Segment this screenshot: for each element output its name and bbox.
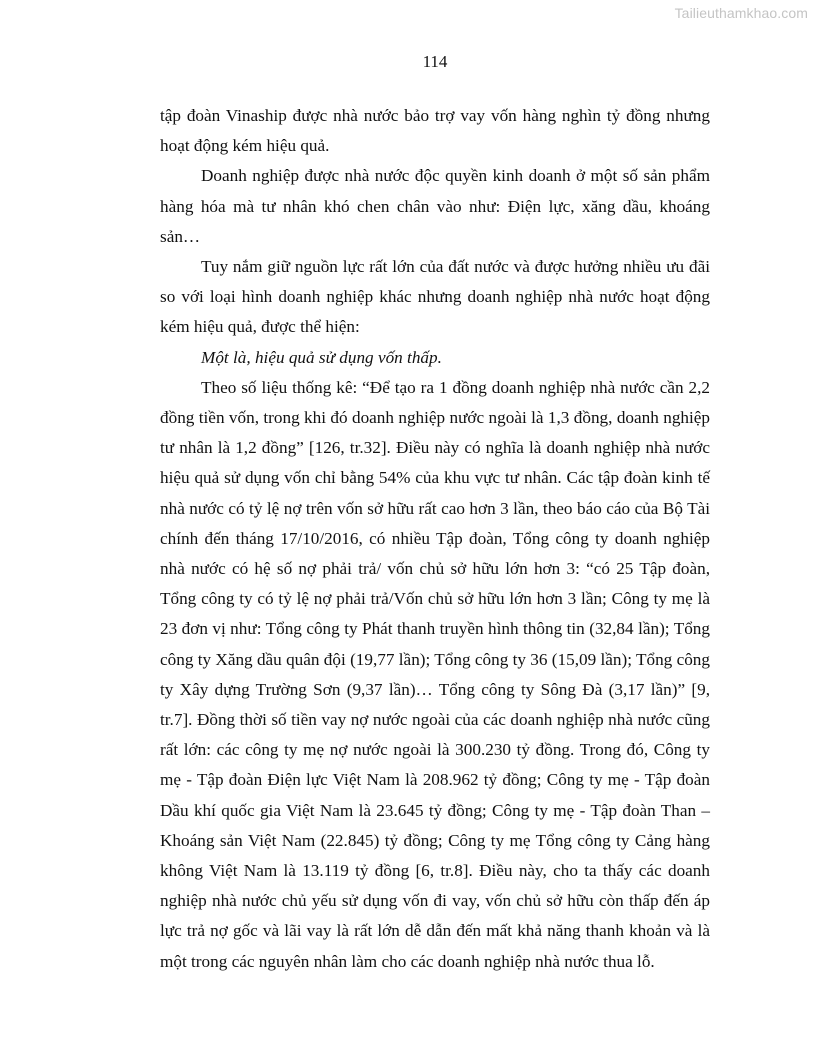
- paragraph-monopoly: Doanh nghiệp được nhà nước độc quyền kinh doanh ở một số sản phẩm hàng hóa mà tư nhân khó chen chân vào như: Điện lực, xăng dầu, khoáng sản…: [160, 166, 710, 246]
- page-number: 114: [422, 52, 448, 71]
- paragraph-statistics: Theo số liệu thống kê: “Để tạo ra 1 đồng doanh nghiệp nhà nước cần 2,2 đồng tiền vốn, trong khi đó doanh nghiệp nước ngoài là 1,3 đồng, doanh nghiệp tư nhân là 1,2 đồng” [126, tr.32]. Điều này có nghĩa là doanh nghiệp nhà nước hiệu quả sử dụng vốn chỉ bằng 54% của khu vực tư nhân. Các tập đoàn kinh tế nhà nước có tỷ lệ nợ trên vốn sở hữu rất cao hơn 3 lần, theo báo cáo của Bộ Tài chính đến tháng 17/10/2016, có nhiều Tập đoàn, Tổng công ty doanh nghiệp nhà nước có hệ số nợ phải trả/ vốn chủ sở hữu lớn hơn 3: “có 25 Tập đoàn, Tổng công ty có tỷ lệ nợ phải trả/Vốn chủ sở hữu lớn hơn 3 lần; Công ty mẹ là 23 đơn vị như: Tổng công ty Phát thanh truyền hình thông tin (32,84 lần); Tổng công ty Xăng dầu quân đội (19,77 lần); Tổng công ty 36 (15,09 lần); Tổng công ty Xây dựng Trường Sơn (9,37 lần)… Tổng công ty Sông Đà (3,17 lần)” [9, tr.7]. Đồng thời số tiền vay nợ nước ngoài của các doanh nghiệp nhà nước cũng rất lớn: các công ty mẹ nợ nước ngoài là 300.230 tỷ đồng. Trong đó, Công ty mẹ - Tập đoàn Điện lực Việt Nam là 208.962 tỷ đồng; Công ty mẹ - Tập đoàn Dầu khí quốc gia Việt Nam là 23.645 tỷ đồng; Công ty mẹ - Tập đoàn Than – Khoáng sản Việt Nam (22.845) tỷ đồng; Công ty mẹ Tổng công ty Cảng hàng không Việt Nam là 13.119 tỷ đồng [6, tr.8]. Điều này, cho ta thấy các doanh nghiệp nhà nước chủ yếu sử dụng vốn đi vay, vốn chủ sở hữu còn thấp đến áp lực trả nợ gốc và lãi vay là rất lớn dễ dẫn đến mất khả năng thanh khoản và là một trong các nguyên nhân làm cho các doanh nghiệp nhà nước thua lỗ.: [160, 377, 710, 971]
- paragraph-vinaship-continuation: tập đoàn Vinaship được nhà nước bảo trợ vay vốn hàng nghìn tỷ đồng nhưng hoạt động kém hiệu quả.: [160, 106, 710, 156]
- document-body: [160, 101, 710, 977]
- paragraph-inefficiency-intro: Tuy nắm giữ nguồn lực rất lớn của đất nước và được hưởng nhiều ưu đãi so với loại hình doanh nghiệp khác nhưng doanh nghiệp nhà nước hoạt động kém hiệu quả, được thể hiện:: [160, 257, 710, 337]
- subheading-capital-efficiency: Một là, hiệu quả sử dụng vốn thấp.: [201, 347, 442, 367]
- watermark: Tailieuthamkhao.com: [674, 5, 808, 21]
